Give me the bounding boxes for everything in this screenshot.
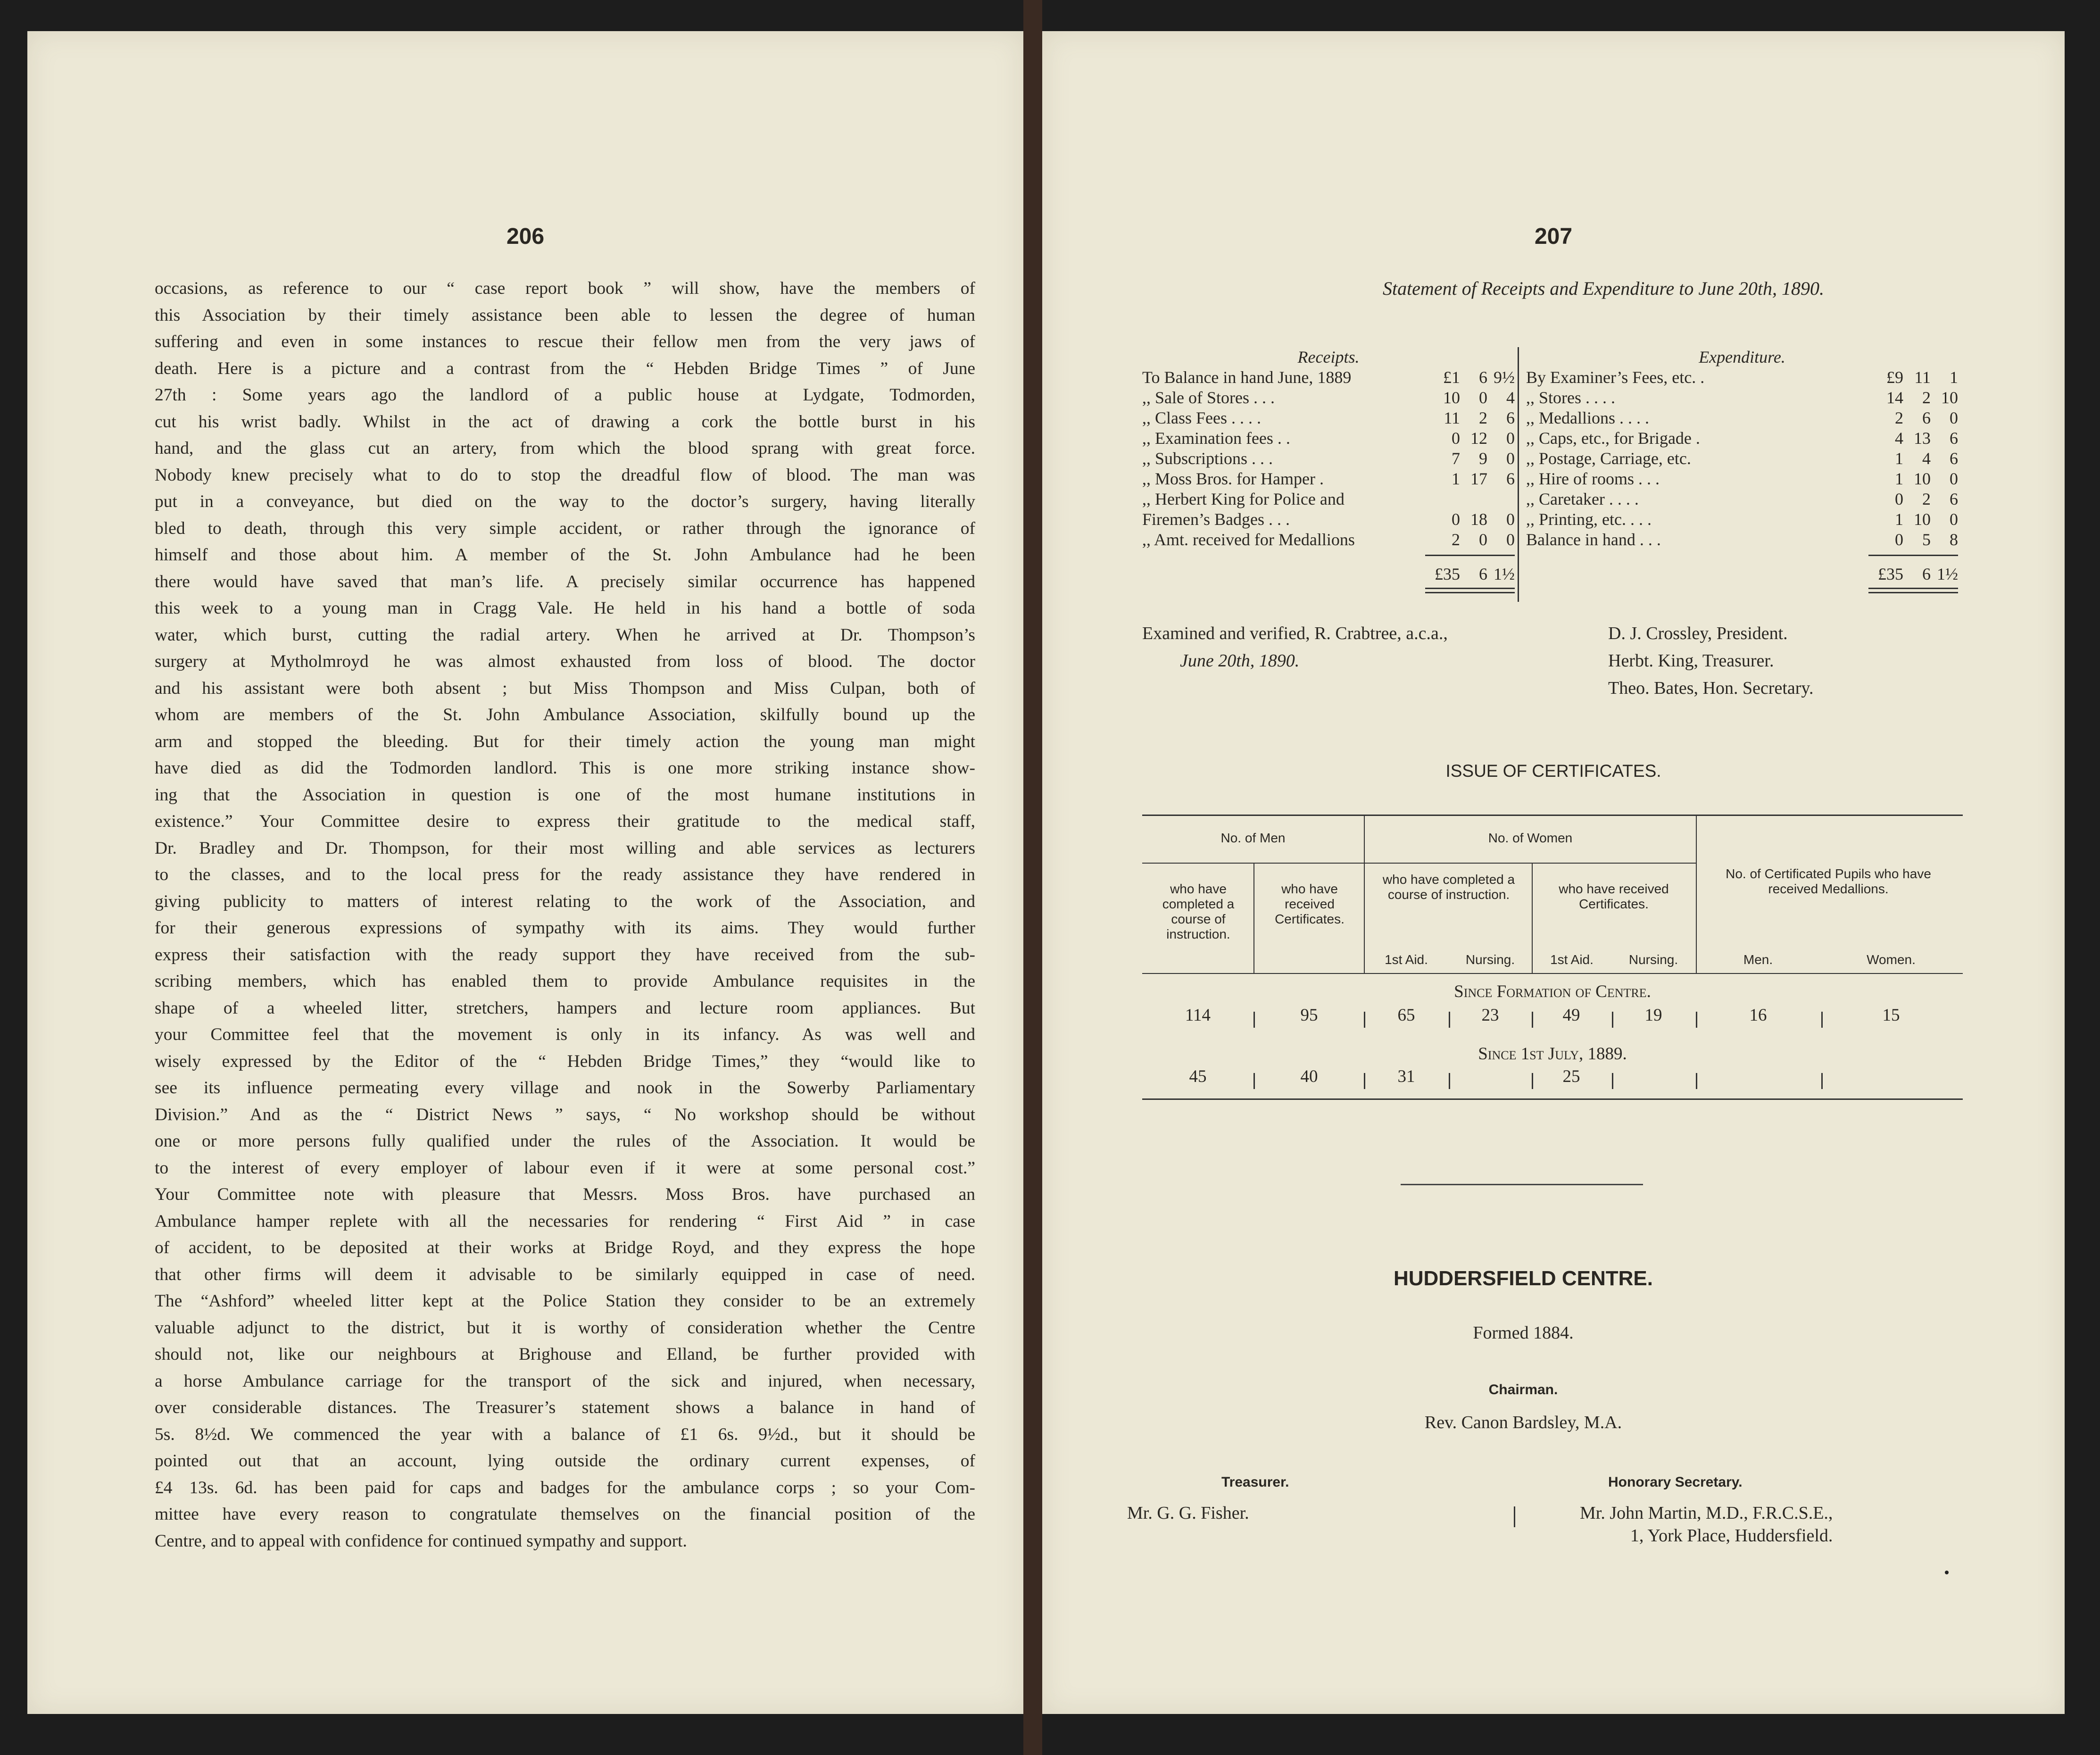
receipts-heading: Receipts. (1297, 348, 1360, 366)
body-text (155, 275, 975, 1555)
row-label: Firemen’s Badges . . . (1142, 510, 1290, 529)
shillings: 2 (1922, 490, 1931, 508)
receipts-total (1142, 564, 1515, 584)
shillings: 13 (1914, 429, 1931, 448)
pence: 9½ (1494, 368, 1515, 387)
expenditure-row (1526, 530, 1958, 550)
treasurer-name: Mr. G. G. Fisher. (1127, 1503, 1249, 1523)
expenditure-row (1526, 388, 1958, 408)
text-line: shape of a wheeled litter, stretchers, hampers and lecture room appliances. But (155, 998, 975, 1018)
pence: 0 (1950, 469, 1958, 488)
women-header: No. of Women (1488, 831, 1573, 845)
pence: 6 (1950, 449, 1958, 468)
expenditure-row (1526, 367, 1958, 388)
text-line: ing that the Association in question is one of the most humane institutions in (155, 785, 975, 805)
text-line: over considerable distances. The Treasurer’s statement shows a balance in hand of (155, 1398, 975, 1417)
receipts-row (1142, 367, 1515, 388)
text-line: this week to a young man in Cragg Vale. He held in his hand a bottle of soda (155, 599, 975, 618)
chairman-name: Rev. Canon Bardsley, M.A. (1424, 1413, 1622, 1432)
text-line: Centre, and to appeal with confidence for continued sympathy and support. (155, 1531, 687, 1551)
receipts-row (1142, 509, 1515, 530)
shillings: 6 (1479, 368, 1487, 387)
row-label: ,, Medallions . . . . (1526, 408, 1649, 427)
pounds: 0 (1895, 530, 1903, 549)
text-line: put in a conveyance, but died on the way to the doctor’s surgery, having literally (155, 492, 975, 511)
table-header-rule (1142, 863, 1696, 864)
text-line: scribing members, which has enabled them to provide Ambulance requisites in the (155, 972, 975, 991)
pence: 6 (1950, 429, 1958, 448)
text-line: a horse Ambulance carriage for the transport of the sick and injured, when necessary, (155, 1371, 975, 1391)
text-line: this Association by their timely assistance been able to lessen the degree of human (155, 305, 975, 325)
cert-separator (1449, 1012, 1450, 1028)
pounds: 4 (1895, 429, 1903, 448)
pence: 10 (1941, 388, 1958, 407)
pounds: 1 (1895, 469, 1903, 488)
text-line: Nobody knew precisely what to do to stop the dreadful flow of blood. The man was (155, 465, 975, 485)
secretary-block (1580, 1502, 1833, 1547)
text-line: to the classes, and to the local press for the ready assistance they have rendered in (155, 865, 975, 884)
pounds: 2 (1895, 408, 1903, 427)
text-line: Dr. Bradley and Dr. Thompson, for their most willing and able services as lecturers (155, 838, 975, 858)
nursing-label: Nursing. (1465, 952, 1515, 967)
shillings: 0 (1479, 388, 1487, 407)
pence: 8 (1950, 530, 1958, 549)
text-line: Ambulance hamper replete with all the necessaries for rendering “ First Aid ” in case (155, 1211, 975, 1231)
secretary-address: 1, York Place, Huddersfield. (1630, 1526, 1833, 1546)
formed-year: Formed 1884. (1473, 1323, 1574, 1343)
text-line: suffering and even in some instances to rescue their fellow men from the very jaws of (155, 332, 975, 351)
page-number-right: 207 (1534, 224, 1573, 249)
expenditure-double-rule (1868, 588, 1958, 593)
pounds: 0 (1452, 510, 1460, 529)
shillings: 5 (1922, 530, 1931, 549)
nursing-label: Nursing. (1628, 952, 1678, 967)
expenditure-row (1526, 489, 1958, 509)
ink-mark (1945, 1571, 1949, 1574)
table-bottom-rule (1142, 1098, 1963, 1100)
text-line: whom are members of the St. John Ambulance Association, skilfully bound up the (155, 705, 975, 724)
text-line: that other firms will deem it advisable to be similarly equipped in case of need. (155, 1264, 975, 1284)
medallion-women-label: Women. (1867, 952, 1916, 967)
table-columns-rule (1142, 973, 1963, 974)
text-line: existence.” Your Committee desire to express their gratitude to the medical staff, (155, 812, 975, 831)
pence: 6 (1950, 490, 1958, 508)
shillings: 11 (1914, 368, 1931, 387)
pounds: 1 (1895, 510, 1903, 529)
cert-separator (1532, 1012, 1533, 1028)
men-completed-header: who have completed a course of instruction. (1162, 882, 1235, 941)
text-line: your Committee feel that the movement is only in its infancy. As was well and (155, 1025, 975, 1044)
cert-separator (1821, 1073, 1823, 1089)
text-line: bled to death, through this very simple accident, or rather through the ignorance of (155, 518, 975, 538)
pounds: 1 (1895, 449, 1903, 468)
text-line: for their generous expressions of sympathy with its aims. They would further (155, 918, 975, 938)
pence: 0 (1950, 510, 1958, 529)
expenditure-row (1526, 408, 1958, 428)
row-label: To Balance in hand June, 1889 (1142, 368, 1352, 387)
receipts-total-rule (1425, 555, 1515, 556)
text-line: express their satisfaction with the ready support they have received from the sub- (155, 945, 975, 965)
shillings: 12 (1470, 429, 1487, 448)
text-line: himself and those about him. A member of the St. John Ambulance had he been (155, 545, 975, 565)
pounds: 0 (1452, 429, 1460, 448)
medallion-men-label: Men. (1743, 952, 1773, 967)
cert-value: 45 (1189, 1067, 1207, 1086)
cert-value: 19 (1644, 1006, 1662, 1025)
receipts-row (1142, 530, 1515, 550)
verification-block (1142, 620, 1448, 674)
row-label: ,, Amt. received for Medallions (1142, 530, 1355, 549)
text-line: mittee have every reason to congratulate themselves on the financial position of the (155, 1505, 975, 1524)
cert-value: 65 (1397, 1006, 1415, 1025)
receipts-row (1142, 408, 1515, 428)
row-label: ,, Subscriptions . . . (1142, 449, 1273, 468)
receipts-row (1142, 449, 1515, 469)
shillings: 9 (1479, 449, 1487, 468)
pence: 6 (1506, 469, 1515, 488)
shillings: 18 (1470, 510, 1487, 529)
name-separator (1514, 1506, 1515, 1527)
table-vrule (1696, 815, 1697, 973)
cert-separator (1253, 1073, 1255, 1089)
row-label: ,, Caps, etc., for Brigade . (1526, 429, 1700, 448)
receipts-row (1142, 388, 1515, 408)
pounds: £9 (1886, 368, 1903, 387)
row-label: ,, Caretaker . . . . (1526, 490, 1639, 508)
row-label: ,, Moss Bros. for Hamper . (1142, 469, 1324, 488)
pence: 0 (1506, 429, 1515, 448)
cert-value: 25 (1562, 1067, 1580, 1086)
pence: 0 (1506, 449, 1515, 468)
centre-title: HUDDERSFIELD CENTRE. (1393, 1267, 1653, 1290)
text-line: water, which burst, cutting the radial artery. When he arrived at Dr. Thompson’s (155, 625, 975, 645)
text-line: valuable adjunct to the district, but it is worthy of consideration whether the Centre (155, 1318, 975, 1338)
expenditure-column (1526, 347, 1958, 583)
text-line: 5s. 8½d. We commenced the year with a balance of £1 6s. 9½d., but it should be (155, 1424, 975, 1444)
text-line: giving publicity to matters of interest relating to the work of the Association, and (155, 891, 975, 911)
first-aid-label: 1st Aid. (1550, 952, 1594, 967)
certificates-heading: ISSUE OF CERTIFICATES. (1445, 761, 1661, 781)
text-line: death. Here is a picture and a contrast from the “ Hebden Bridge Times ” of June (155, 358, 975, 378)
receipts-column (1142, 347, 1515, 583)
signatory-president: D. J. Crossley, President. (1608, 624, 1788, 643)
total-pence: 1½ (1494, 565, 1515, 583)
receipts-double-rule (1425, 588, 1515, 593)
verified-by: Examined and verified, R. Crabtree, a.c.a., (1142, 624, 1448, 643)
certificates-table (1142, 815, 1963, 1100)
cert-value: 49 (1562, 1006, 1580, 1025)
cert-value: 40 (1300, 1067, 1318, 1086)
text-line: of accident, to be deposited at their works at Bridge Royd, and they express the hope (155, 1238, 975, 1257)
expenditure-row (1526, 428, 1958, 449)
signatory-treasurer: Herbt. King, Treasurer. (1608, 651, 1774, 671)
section-rule (1401, 1184, 1643, 1185)
pounds: 7 (1452, 449, 1460, 468)
text-line: Your Committee note with pleasure that Messrs. Moss Bros. have purchased an (155, 1185, 975, 1204)
treasurer-role: Treasurer. (1221, 1474, 1289, 1490)
table-vrule (1253, 863, 1254, 973)
shillings: 6 (1922, 408, 1931, 427)
text-line: £4 13s. 6d. has been paid for caps and badges for the ambulance corps ; so your Com- (155, 1478, 975, 1497)
medallions-header: No. of Certificated Pupils who have received Medallions. (1726, 866, 1931, 896)
row-label: ,, Postage, Carriage, etc. (1526, 449, 1691, 468)
signatory-secretary: Theo. Bates, Hon. Secretary. (1608, 678, 1814, 698)
shillings: 2 (1479, 408, 1487, 427)
text-line: Division.” And as the “ District News ” says, “ No workshop should be without (155, 1105, 975, 1124)
book-gutter (1023, 0, 1042, 1755)
row-label: ,, Sale of Stores . . . (1142, 388, 1275, 407)
shillings: 0 (1479, 530, 1487, 549)
pence: 0 (1506, 510, 1515, 529)
text-line: and his assistant were both absent ; but Miss Thompson and Miss Culpan, both of (155, 678, 975, 698)
cert-value: 31 (1397, 1067, 1415, 1086)
first-aid-label: 1st Aid. (1385, 952, 1428, 967)
row-label: ,, Examination fees . . (1142, 429, 1290, 448)
row-label: ,, Class Fees . . . . (1142, 408, 1261, 427)
expenditure-row (1526, 469, 1958, 489)
right-page (1042, 31, 2065, 1714)
expenditure-heading: Expenditure. (1699, 348, 1785, 366)
receipts-row (1142, 469, 1515, 489)
cert-separator (1696, 1012, 1697, 1028)
table-top-rule (1142, 815, 1963, 816)
pounds: 0 (1895, 490, 1903, 508)
pounds: 1 (1452, 469, 1460, 488)
text-line: 27th : Some years ago the landlord of a public house at Lydgate, Todmorden, (155, 385, 975, 405)
text-line: occasions, as reference to our “ case report book ” will show, have the members of (155, 279, 975, 298)
total-pounds: £35 (1435, 565, 1460, 583)
cert-separator (1612, 1012, 1613, 1028)
expenditure-row (1526, 449, 1958, 469)
cert-separator (1364, 1012, 1365, 1028)
expenditure-total-rule (1868, 555, 1958, 556)
chairman-role: Chairman. (1488, 1382, 1558, 1397)
women-completed-header: who have completed a course of instruction. (1382, 872, 1515, 902)
cert-separator (1532, 1073, 1533, 1089)
cert-separator (1612, 1073, 1613, 1089)
text-line: wisely expressed by the Editor of the “ Hebden Bridge Times,” they “would like to (155, 1051, 975, 1071)
women-received-header: who have received Certificates. (1559, 882, 1669, 911)
text-line: have died as did the Todmorden landlord. This is one more striking instance show- (155, 758, 975, 778)
text-line: should not, like our neighbours at Brighouse and Elland, be further provided with (155, 1345, 975, 1364)
verified-date: June 20th, 1890. (1180, 651, 1300, 671)
men-received-header: who have received Certificates. (1275, 882, 1345, 926)
cert-separator (1821, 1012, 1823, 1028)
receipts-row (1142, 428, 1515, 449)
cert-separator (1449, 1073, 1450, 1089)
total-shillings: 6 (1479, 565, 1487, 583)
signatories-block (1608, 620, 1813, 702)
secretary-role: Honorary Secretary. (1608, 1474, 1743, 1490)
expenditure-total (1526, 564, 1958, 584)
pounds: 2 (1452, 530, 1460, 549)
shillings: 17 (1470, 469, 1487, 488)
shillings: 10 (1914, 469, 1931, 488)
text-line: there would have saved that man’s life. A precisely similar occurrence has happened (155, 572, 975, 591)
left-page (27, 31, 1023, 1714)
pounds: 11 (1444, 408, 1460, 427)
cert-value: 15 (1882, 1006, 1900, 1025)
since-formation-label: Since Formation of Centre. (1454, 982, 1651, 1001)
pence: 1 (1950, 368, 1958, 387)
total-shillings: 6 (1922, 565, 1931, 583)
cert-value: 95 (1300, 1006, 1318, 1025)
pounds: £1 (1443, 368, 1460, 387)
text-line: hand, and the glass cut an artery, from which the blood sprang with great force. (155, 439, 975, 458)
pence: 6 (1506, 408, 1515, 427)
cert-value: 23 (1481, 1006, 1499, 1025)
page-number-left: 206 (506, 224, 545, 249)
pounds: 14 (1886, 388, 1903, 407)
total-pence: 1½ (1937, 565, 1958, 583)
cert-value: 16 (1749, 1006, 1767, 1025)
expenditure-row (1526, 509, 1958, 530)
shillings: 10 (1914, 510, 1931, 529)
statement-divider (1518, 347, 1519, 602)
since-july-label: Since 1st July, 1889. (1478, 1044, 1627, 1064)
shillings: 4 (1922, 449, 1931, 468)
text-line: see its influence permeating every village and nook in the Sowerby Parliamentary (155, 1078, 975, 1098)
text-line: to the interest of every employer of labour even if it were at some personal cost.” (155, 1158, 975, 1178)
text-line: cut his wrist badly. Whilst in the act of drawing a cork the bottle burst in his (155, 412, 975, 432)
pence: 4 (1506, 388, 1515, 407)
men-header: No. of Men (1220, 831, 1286, 845)
secretary-name: Mr. John Martin, M.D., F.R.C.S.E., (1580, 1503, 1833, 1523)
text-line: The “Ashford” wheeled litter kept at the Police Station they consider to be an extremely (155, 1291, 975, 1311)
row-label: ,, Herbert King for Police and (1142, 490, 1345, 508)
total-pounds: £35 (1878, 565, 1903, 583)
text-line: arm and stopped the bleeding. But for their timely action the young man might (155, 732, 975, 751)
row-label: By Examiner’s Fees, etc. . (1526, 368, 1705, 387)
pence: 0 (1950, 408, 1958, 427)
pounds: 10 (1443, 388, 1460, 407)
row-label: Balance in hand . . . (1526, 530, 1661, 549)
cert-separator (1364, 1073, 1365, 1089)
cert-value: 114 (1185, 1006, 1211, 1025)
cert-separator (1253, 1012, 1255, 1028)
receipts-row (1142, 489, 1515, 509)
row-label: ,, Stores . . . . (1526, 388, 1615, 407)
row-label: ,, Printing, etc. . . . (1526, 510, 1652, 529)
pence: 0 (1506, 530, 1515, 549)
row-label: ,, Hire of rooms . . . (1526, 469, 1660, 488)
shillings: 2 (1922, 388, 1931, 407)
text-line: one or more persons fully qualified under the rules of the Association. It would be (155, 1131, 975, 1151)
text-line: pointed out that an account, lying outside the ordinary current expenses, of (155, 1451, 975, 1471)
cert-separator (1696, 1073, 1697, 1089)
statement-title: Statement of Receipts and Expenditure to June 20th, 1890. (1382, 278, 1825, 299)
text-line: surgery at Mytholmroyd he was almost exhausted from loss of blood. The doctor (155, 652, 975, 671)
